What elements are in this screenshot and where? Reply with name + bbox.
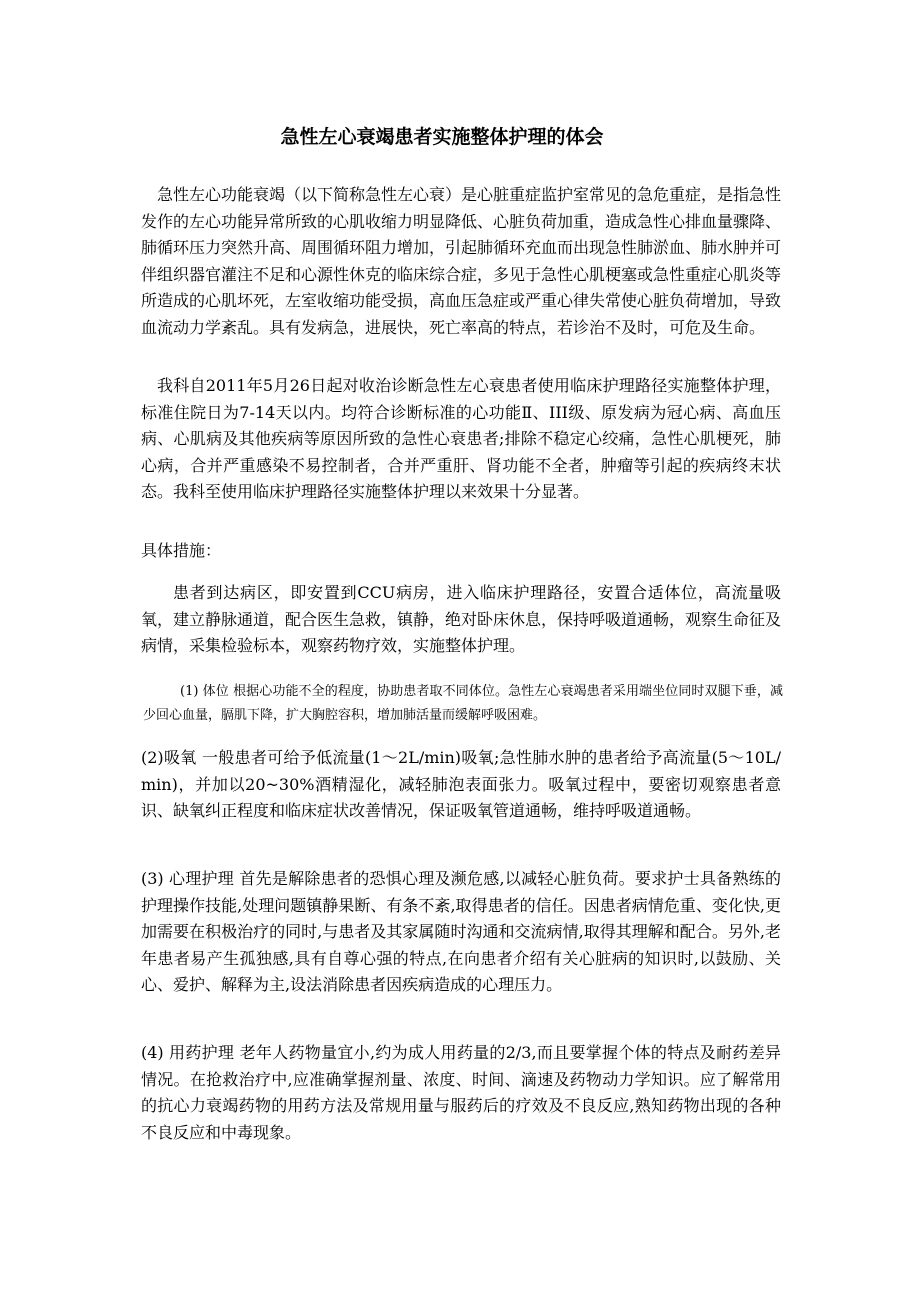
paragraph-introduction: 急性左心功能衰竭（以下简称急性左心衰）是心脏重症监护室常见的急危重症，是指急性发作的左心功能异常所致的心肌收缩力明显降低、心脏负荷加重，造成急性心排血量骤降、肺循环压力突然升高、周围循环阻力增加，引起肺循环充血而出现急性肺淤血、肺水肿并可伴组织器官灌注不足和心源性休克的临床综合症，多见于急性心肌梗塞或急性重症心肌炎等所造成的心肌坏死，左室收缩功能受损，高血压急症或严重心律失常使心脏负荷增加，导致血流动力学紊乱。具有发病急，进展快，死亡率高的特点，若诊治不及时，可危及生命。 [141,185,782,337]
paragraph-positioning: (1) 体位 根据心功能不全的程度，协助患者取不同体位。急性左心衰竭患者采用端坐位同时双腿下垂，减少回心血量，膈肌下降，扩大胸腔容积，增加肺活量而缓解呼吸困难。 [143,684,783,723]
paragraph-measures-heading: 具体措施： [141,541,222,560]
paragraph-medication-care: (4) 用药护理 老年人药物量宜小,约为成人用药量的2/3,而且要掌握个体的特点及耐药差异情况。在抢救治疗中,应准确掌握剂量、浓度、时间、滴速及药物动力学知识。应了解常用的抗心力衰竭药物的用药方法及常规用量与服药后的疗效及不良反应,熟知药物出现的各种不良反应和中毒现象。 [141,1043,781,1142]
paragraph-psychological-care: (3) 心理护理 首先是解除患者的恐惧心理及濒危感,以减轻心脏负荷。要求护士具备熟练的护理操作技能,处理问题镇静果断、有条不紊,取得患者的信任。因患者病情危重、变化快,更加需要在积极治疗的同时,与患者及其家属随时沟通和交流病情,取得其理解和配合。另外,老年患者易产生孤独感,具有自尊心强的特点,在向患者介绍有关心脏病的知识时,以鼓励、关心、爱护、解释为主,设法消除患者因疾病造成的心理压力。 [141,869,781,995]
paragraph-oxygen: (2)吸氧 一般患者可给予低流量(1～2L/min)吸氧;急性肺水肿的患者给予高流量(5～10L/min)，并加以20~30%酒精湿化，减轻肺泡表面张力。吸氧过程中，要密切观察患者意识、缺氧纠正程度和临床症状改善情况，保证吸氧管道通畅，维持呼吸道通畅。 [141,748,781,821]
paragraph-admission-care: 患者到达病区，即安置到CCU病房，进入临床护理路径，安置合适体位，高流量吸氧，建立静脉通道，配合医生急救，镇静，绝对卧床休息，保持呼吸道通畅，观察生命征及病情，采集检验标本，观察药物疗效，实施整体护理。 [141,583,782,656]
paragraph-department-practice: 我科自2011年5月26日起对收治诊断急性左心衰患者使用临床护理路径实施整体护理，标准住院日为7-14天以内。均符合诊断标准的心功能Ⅱ、III级、原发病为冠心病、高血压病、心肌病及其他疾病等原因所致的急性心衰患者;排除不稳定心绞痛，急性心肌梗死，肺心病，合并严重感染不易控制者，合并严重肝、肾功能不全者，肿瘤等引起的疾病终末状态。我科至使用临床护理路径实施整体护理以来效果十分显著。 [141,376,781,502]
document-title: 急性左心衰竭患者实施整体护理的体会 [280,126,604,148]
